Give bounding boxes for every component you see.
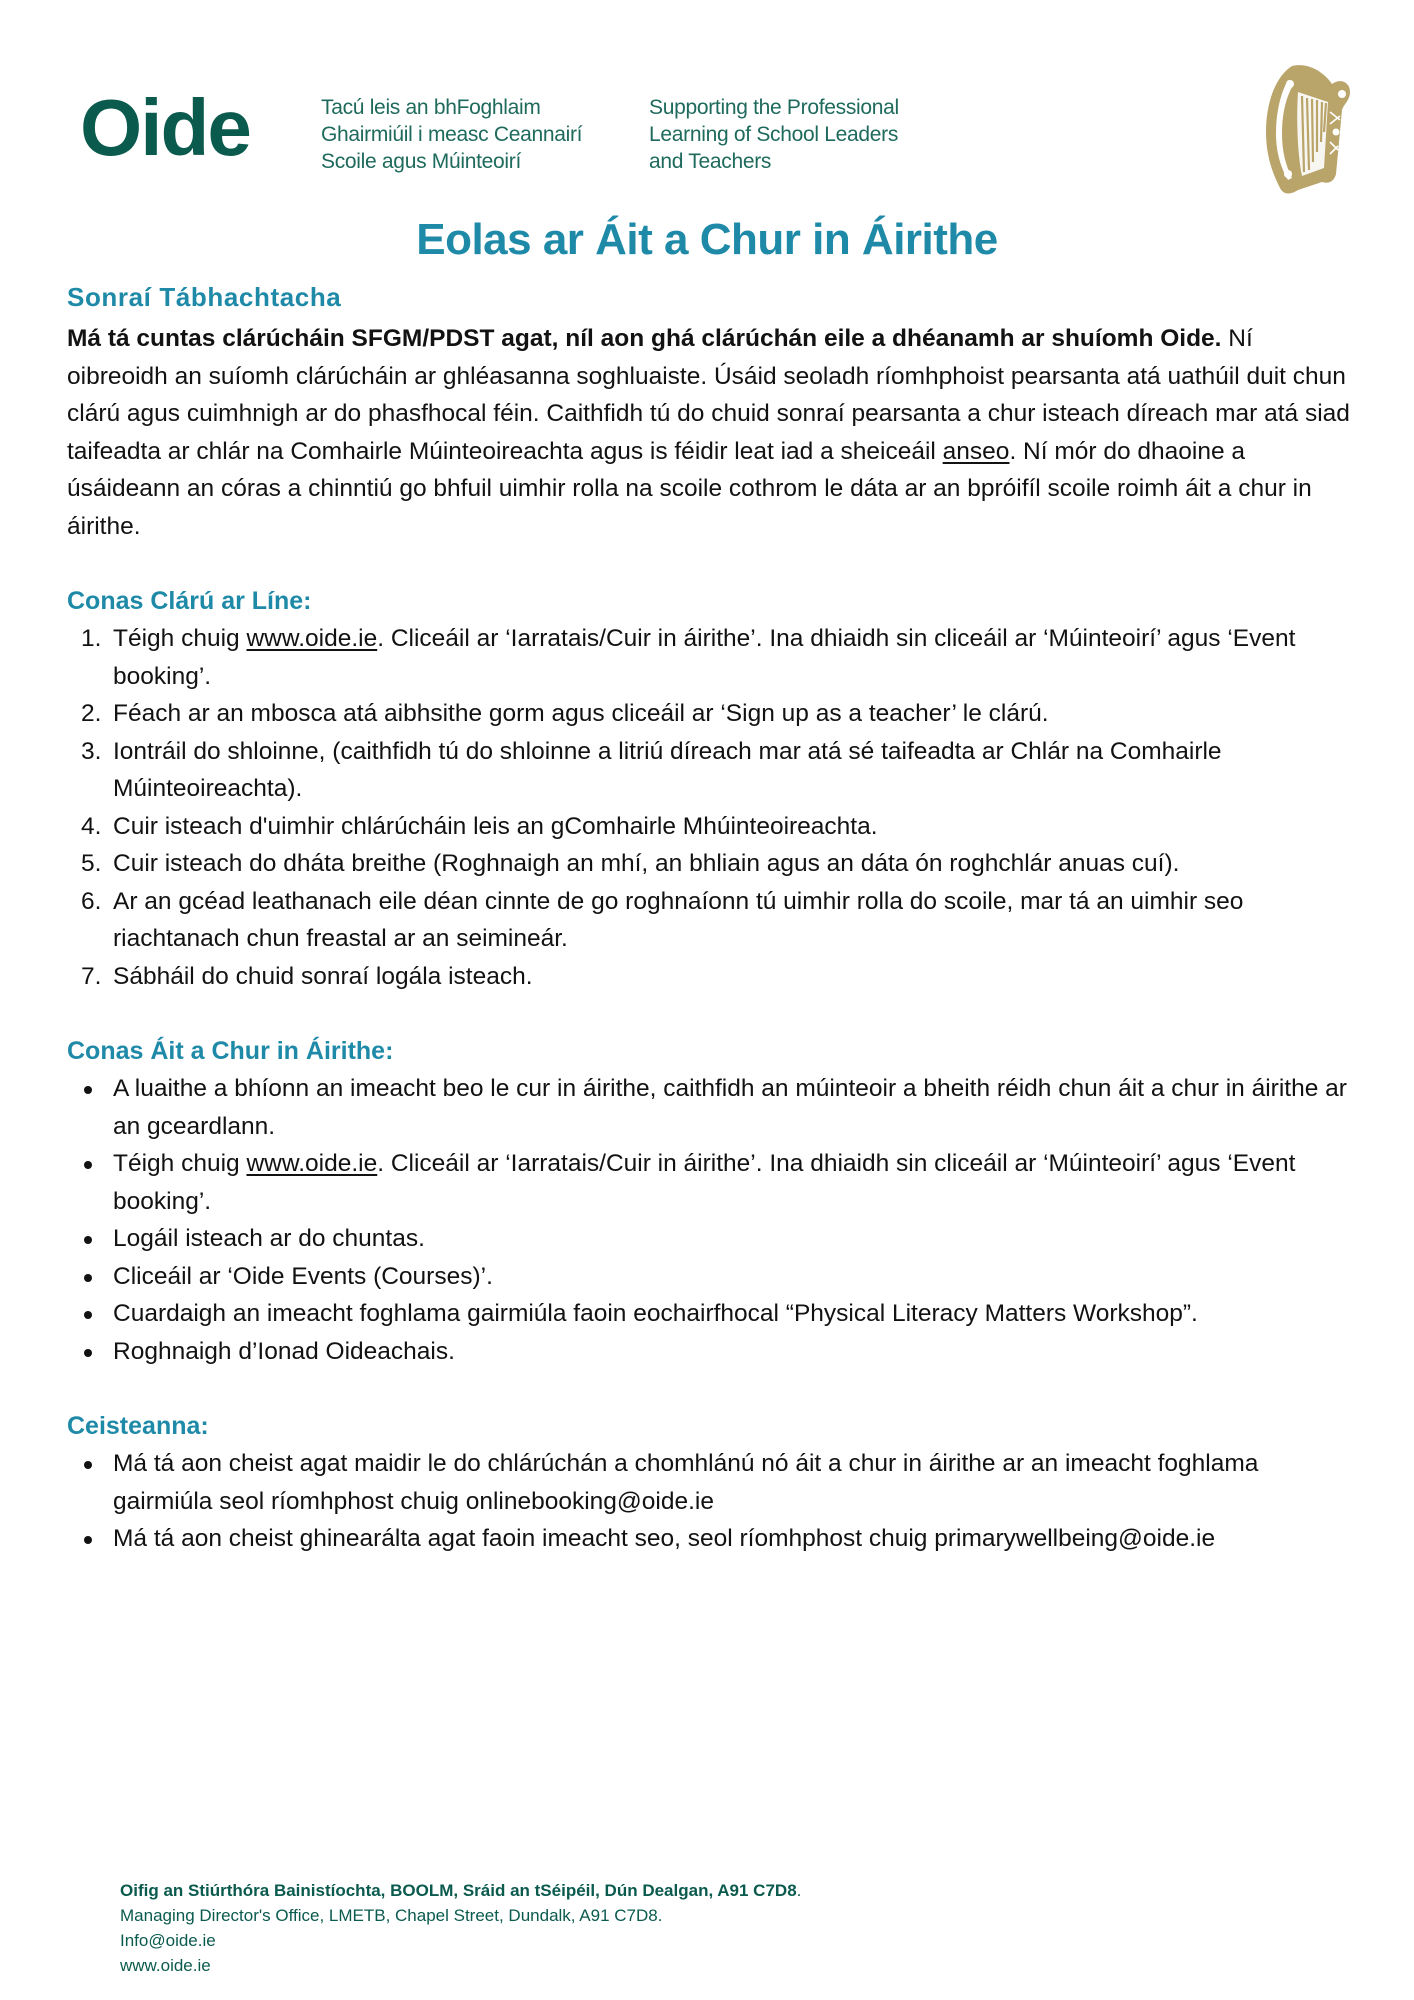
- tagline-irish-line: Ghairmiúil i measc Ceannairí: [321, 123, 583, 146]
- step-number: 7.: [81, 962, 102, 990]
- important-details-heading: Sonraí Tábhachtacha: [67, 282, 342, 312]
- booking-item-text: Téigh chuig: [113, 1150, 247, 1177]
- booking-item-text: Roghnaigh d’Ionad Oideachais.: [113, 1337, 455, 1365]
- page-footer: [120, 1878, 801, 1978]
- page-header: [0, 0, 1414, 210]
- step-number: 1.: [81, 625, 102, 652]
- questions-heading: Ceisteanna:: [67, 1412, 209, 1440]
- footer-address-english: Managing Director's Office, LMETB, Chapel Street, Dundalk, A91 C7D8.: [120, 1906, 663, 1925]
- step-number: 6.: [81, 887, 102, 915]
- tagline-irish-line: Tacú leis an bhFoghlaim: [321, 96, 541, 119]
- tagline-irish-line: Scoile agus Múinteoirí: [321, 150, 522, 173]
- register-step: [67, 733, 1357, 808]
- register-steps-list: [67, 620, 1357, 995]
- booking-item: [67, 1333, 1357, 1371]
- tagline-english-line: Learning of School Leaders: [649, 123, 899, 146]
- step-text: Téigh chuig: [113, 625, 247, 652]
- bullet-icon: [84, 1274, 92, 1282]
- booking-item-text: A luaithe a bhíonn an imeacht beo le cur in áirithe, caithfidh an múinteoir a bheith réidh chun áit a chur in áirithe ar an gceardlann.: [113, 1075, 1347, 1140]
- step-number: 3.: [81, 737, 102, 765]
- booking-item-text: . Cliceáil ar ‘Iarratais/Cuir in áirithe’. Ina dhiaidh sin cliceáil ar ‘Múinteoirí’ agus ‘Event booking’.: [113, 1150, 1296, 1215]
- bullet-icon: [84, 1536, 92, 1544]
- important-details-paragraph: [67, 320, 1357, 545]
- tagline-english-line: Supporting the Professional: [649, 96, 899, 119]
- booking-item-text: Cuardaigh an imeacht foghlama gairmiúla faoin eochairfhocal “Physical Literacy Matters Workshop”.: [113, 1300, 1198, 1327]
- tagline-english-line: and Teachers: [649, 150, 772, 173]
- booking-item-text: Cliceáil ar ‘Oide Events (Courses)’.: [113, 1262, 493, 1290]
- step-number: 2.: [81, 700, 102, 727]
- important-text-end: . Ní mór do dhaoine a úsáideann an córas a chinntiú go bhfuil uimhir rolla na scoile cothrom le dáta ar an bpróifíl scoile roimh áit a chur in áirithe.: [67, 437, 1312, 540]
- step-number: 5.: [81, 850, 102, 877]
- bullet-icon: [84, 1161, 92, 1169]
- document-body: [67, 278, 1357, 1558]
- booking-steps-list: [67, 1070, 1357, 1370]
- bullet-icon: [84, 1311, 92, 1319]
- harp-icon: [1262, 62, 1354, 198]
- question-item-text: Má tá aon cheist ghinearálta agat faoin imeacht seo, seol ríomhphost chuig primarywellbeing@oide.ie: [113, 1525, 1216, 1552]
- step-text: Féach ar an mbosca atá aibhsithe gorm agus cliceáil ar ‘Sign up as a teacher’ le clárú.: [113, 700, 1049, 727]
- question-item-text: Má tá aon cheist agat maidir le do chlárúchán a chomhlánú nó áit a chur in áirithe ar an imeacht foghlama gairmiúla seol ríomhphost chuig onlinebooking@oide.ie: [113, 1450, 1259, 1515]
- booking-item: [67, 1070, 1357, 1145]
- step-text: . Cliceáil ar ‘Iarratais/Cuir in áirithe’. Ina dhiaidh sin cliceáil ar ‘Múinteoirí’ agus ‘Event booking’.: [113, 625, 1296, 690]
- step-number: 4.: [81, 812, 102, 840]
- booking-item: [67, 1220, 1357, 1258]
- booking-heading: Conas Áit a Chur in Áirithe:: [67, 1037, 394, 1065]
- footer-address-irish: Oifig an Stiúrthóra Bainistíochta, BOOLM, Sráid an tSéipéil, Dún Dealgan, A91 C7D8: [120, 1881, 797, 1900]
- step-text: Iontráil do shloinne, (caithfidh tú do shloinne a litriú díreach mar atá sé taifeadta ar Chlár na Comhairle Múinteoireachta).: [113, 737, 1222, 802]
- oide-website-link[interactable]: www.oide.ie: [246, 625, 378, 652]
- check-here-link[interactable]: anseo: [942, 437, 1010, 465]
- register-step: [67, 883, 1357, 958]
- questions-list: [67, 1445, 1357, 1558]
- register-step: [67, 958, 1357, 996]
- step-text: Sábháil do chuid sonraí logála isteach.: [113, 962, 533, 990]
- oide-website-link[interactable]: www.oide.ie: [246, 1150, 378, 1177]
- page-title: Eolas ar Áit a Chur in Áirithe: [416, 215, 998, 264]
- bullet-icon: [84, 1086, 92, 1094]
- footer-address-irish-end: .: [796, 1881, 802, 1900]
- booking-item: [67, 1145, 1357, 1220]
- oide-logo: Oide: [80, 83, 250, 172]
- register-step: [67, 695, 1357, 733]
- step-text: Cuir isteach d'uimhir chlárúcháin leis an gComhairle Mhúinteoireachta.: [113, 812, 878, 840]
- important-bold-lead: Má tá cuntas clárúcháin SFGM/PDST agat, níl aon ghá clárúchán eile a dhéanamh ar shuíomh Oide.: [67, 325, 1222, 352]
- booking-item: [67, 1295, 1357, 1333]
- important-text: Ní oibreoidh an suíomh clárúcháin ar ghléasanna soghluaiste. Úsáid seoladh ríomhphoist pearsanta atá uathúil duit chun clárú agus cuimhnigh ar do phasfhocal féin. Caithfidh tú do chuid sonraí pearsanta a chur isteach díreach mar atá siad taifeadta ar chlár na Comhairle Múinteoireachta agus is féidir leat iad a sheiceáil: [67, 325, 1350, 465]
- bullet-icon: [84, 1349, 92, 1357]
- tagline-english: [649, 94, 899, 175]
- booking-item: [67, 1258, 1357, 1296]
- footer-website[interactable]: www.oide.ie: [120, 1956, 211, 1975]
- register-online-heading: Conas Clárú ar Líne:: [67, 587, 312, 615]
- register-step: [67, 620, 1357, 695]
- question-item: [67, 1445, 1357, 1520]
- step-text: Cuir isteach do dháta breithe (Roghnaigh an mhí, an bhliain agus an dáta ón roghchlár anuas cuí).: [113, 850, 1180, 877]
- booking-item-text: Logáil isteach ar do chuntas.: [113, 1225, 425, 1252]
- bullet-icon: [84, 1461, 92, 1469]
- tagline-irish: [321, 94, 582, 175]
- question-item: [67, 1520, 1357, 1558]
- register-step: [67, 808, 1357, 846]
- bullet-icon: [84, 1236, 92, 1244]
- register-step: [67, 845, 1357, 883]
- step-text: Ar an gcéad leathanach eile déan cinnte de go roghnaíonn tú uimhir rolla do scoile, mar tá an uimhir seo riachtanach chun freastal ar an seimineár.: [113, 887, 1244, 952]
- footer-email[interactable]: Info@oide.ie: [120, 1931, 216, 1950]
